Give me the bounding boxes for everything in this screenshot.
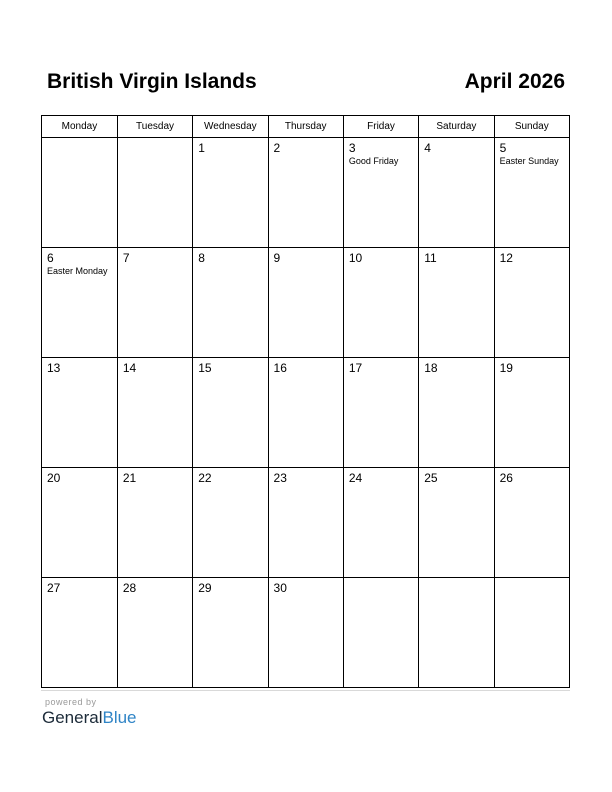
day-number: 7 bbox=[122, 250, 130, 265]
day-cell bbox=[193, 247, 268, 357]
day-cell bbox=[268, 137, 343, 247]
day-cell bbox=[42, 137, 117, 247]
day-number: 21 bbox=[122, 470, 137, 485]
day-cell bbox=[419, 357, 494, 467]
day-cell bbox=[494, 467, 569, 577]
month-calendar-grid bbox=[41, 115, 570, 688]
day-number: 5 bbox=[499, 140, 507, 155]
weekday-wednesday: Wednesday bbox=[193, 116, 268, 137]
day-cell bbox=[343, 467, 418, 577]
day-number: 30 bbox=[273, 580, 287, 595]
day-number: 29 bbox=[198, 580, 212, 595]
day-cell bbox=[343, 577, 418, 687]
day-cell bbox=[494, 577, 569, 687]
day-number: 23 bbox=[273, 470, 287, 485]
weekday-friday: Friday bbox=[343, 116, 418, 137]
day-number: 14 bbox=[122, 360, 137, 375]
powered-by-text: powered by bbox=[45, 697, 97, 707]
weekday-header-row bbox=[42, 116, 570, 137]
day-number: 9 bbox=[273, 250, 281, 265]
day-number: 2 bbox=[273, 140, 281, 155]
footer-divider bbox=[41, 690, 570, 691]
day-number: 26 bbox=[499, 470, 513, 485]
holiday-label: Good Friday bbox=[348, 155, 399, 166]
day-cell bbox=[42, 247, 117, 357]
day-cell bbox=[193, 577, 268, 687]
day-cell bbox=[268, 247, 343, 357]
day-number: 3 bbox=[348, 140, 356, 155]
week-row bbox=[42, 357, 570, 467]
month-year-title: April 2026 bbox=[464, 70, 565, 93]
day-cell bbox=[193, 137, 268, 247]
day-cell bbox=[268, 357, 343, 467]
day-cell bbox=[193, 467, 268, 577]
holiday-label: Easter Monday bbox=[47, 265, 108, 276]
day-cell bbox=[343, 357, 418, 467]
week-row bbox=[42, 467, 570, 577]
country-title: British Virgin Islands bbox=[47, 70, 257, 93]
day-cell bbox=[343, 247, 418, 357]
day-cell bbox=[268, 467, 343, 577]
day-cell bbox=[494, 357, 569, 467]
day-number: 11 bbox=[424, 250, 437, 265]
day-cell bbox=[117, 247, 192, 357]
day-number: 19 bbox=[499, 360, 513, 375]
day-number: 13 bbox=[47, 360, 61, 375]
weekday-sunday: Sunday bbox=[494, 116, 569, 137]
weekday-monday: Monday bbox=[42, 116, 117, 137]
day-number: 20 bbox=[47, 470, 61, 485]
holiday-label: Easter Sunday bbox=[499, 155, 559, 166]
week-row bbox=[42, 247, 570, 357]
day-cell bbox=[42, 357, 117, 467]
day-number: 28 bbox=[122, 580, 137, 595]
day-number: 4 bbox=[424, 140, 431, 155]
week-row bbox=[42, 577, 570, 687]
day-cell bbox=[117, 357, 192, 467]
day-cell bbox=[419, 247, 494, 357]
day-cell bbox=[419, 577, 494, 687]
day-number: 27 bbox=[47, 580, 61, 595]
day-cell bbox=[193, 357, 268, 467]
calendar-header bbox=[47, 70, 565, 100]
generalblue-logo[interactable] bbox=[42, 708, 137, 728]
brand-blue-text: Blue bbox=[102, 708, 137, 727]
day-cell bbox=[42, 467, 117, 577]
day-number: 10 bbox=[348, 250, 363, 265]
day-number: 17 bbox=[348, 360, 363, 375]
day-cell bbox=[42, 577, 117, 687]
weekday-saturday: Saturday bbox=[419, 116, 494, 137]
day-number: 12 bbox=[499, 250, 513, 265]
day-cell bbox=[343, 137, 418, 247]
day-cell bbox=[117, 577, 192, 687]
day-number: 25 bbox=[424, 470, 438, 485]
day-number: 24 bbox=[348, 470, 363, 485]
brand-general-text: General bbox=[42, 708, 103, 727]
day-cell bbox=[419, 467, 494, 577]
week-row bbox=[42, 137, 570, 247]
day-number: 6 bbox=[47, 250, 54, 265]
day-number: 15 bbox=[198, 360, 212, 375]
day-cell bbox=[419, 137, 494, 247]
day-cell bbox=[117, 467, 192, 577]
day-number: 18 bbox=[424, 360, 438, 375]
day-cell bbox=[117, 137, 192, 247]
weekday-thursday: Thursday bbox=[268, 116, 343, 137]
day-number: 1 bbox=[198, 140, 205, 155]
day-number: 16 bbox=[273, 360, 287, 375]
day-number: 22 bbox=[198, 470, 212, 485]
weekday-tuesday: Tuesday bbox=[117, 116, 192, 137]
day-cell bbox=[268, 577, 343, 687]
day-cell bbox=[494, 137, 569, 247]
day-cell bbox=[494, 247, 569, 357]
day-number: 8 bbox=[198, 250, 205, 265]
